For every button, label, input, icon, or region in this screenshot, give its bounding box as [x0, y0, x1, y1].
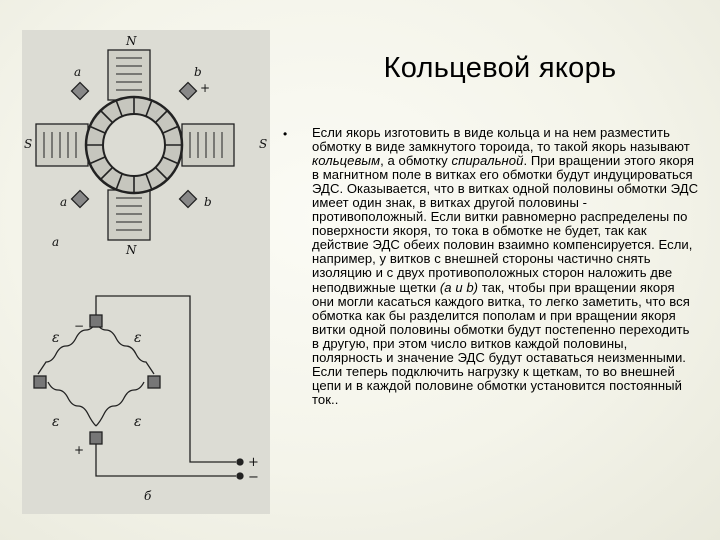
- caption-a: a: [52, 235, 60, 249]
- coil-upper-left: [38, 322, 96, 374]
- label-emf-3: ε: [52, 414, 60, 430]
- paragraph-part-4: так, чтобы при вращении якоря они могли касаться каждого витка, то легко заметить, что вся обмотка как бы разделится пополам и при вращении якоря витки одной половины обмотки будут постепенно переходить в другую, при этом число витков каждой половины, полярность и значение ЭДС будут оставаться неизменными. Если теперь подключить нагрузку к щеткам, то во внешней цепи и в каждой половине обмотки установится постоянный ток..: [312, 279, 690, 407]
- label-terminal-minus: −: [248, 470, 259, 485]
- brush-b-lower: [180, 191, 197, 208]
- label-brush-b-lower: b: [204, 195, 212, 209]
- ring-armature-figure: [22, 30, 270, 514]
- label-brush-b: b: [194, 65, 202, 79]
- wire-bottom: [96, 444, 236, 476]
- label-emf-2: ε: [134, 330, 142, 346]
- bridge-node-bottom: [90, 432, 102, 444]
- body-paragraph: [312, 126, 700, 407]
- bridge-node-left: [34, 376, 46, 388]
- brush-a: [72, 83, 89, 100]
- ring-armature-diagram: [22, 30, 270, 514]
- paragraph-part-3: . При вращении этого якоря в магнитном поле в витках его обмотки будут индуцироваться ЭДС. Оказывается, что в витках одной половины обмотки ЭДС имеет один знак, в витках другой половины - противоположный. Если витки равномерно распределены по поверхности якоря, то тока в обмотке не будет, так как действие ЭДС обеих половин взаимно компенсируется. Если, например, у витков с внешней стороны частично снять изоляцию и с двух противоположных сторон наложить две неподвижные щетки: [312, 153, 699, 295]
- label-pole-right: S: [259, 137, 268, 151]
- bullet-marker: •: [283, 127, 288, 141]
- label-emf-1: ε: [52, 330, 60, 346]
- label-terminal-plus: +: [248, 455, 259, 470]
- term-brushes: (а и b): [439, 279, 479, 295]
- term-spiral-winding: спиральной: [451, 153, 524, 169]
- paragraph-part-2: , а обмотку: [380, 153, 452, 169]
- slide-title: Кольцевой якорь: [383, 52, 617, 84]
- label-plus-mark: +: [200, 81, 211, 95]
- label-brush-a: a: [74, 65, 82, 79]
- diagram-b: [34, 296, 243, 479]
- term-ring-armature: кольцевым: [312, 153, 381, 169]
- bridge-node-right: [148, 376, 160, 388]
- armature-ring-inner: [103, 114, 165, 176]
- diagram-a: [36, 50, 234, 240]
- paragraph-part-1: Если якорь изготовить в виде кольца и на нем разместить обмотку в виде замкнутого тороида, то такой якорь называют: [312, 125, 690, 155]
- coil-upper-right: [96, 322, 154, 374]
- label-plus-1: +: [74, 443, 85, 457]
- brush-b: [180, 83, 197, 100]
- label-minus-1: −: [74, 319, 85, 333]
- wire-top: [96, 296, 236, 462]
- label-pole-left: S: [24, 137, 33, 151]
- caption-b: б: [144, 489, 152, 503]
- terminal-minus: [237, 473, 243, 479]
- bridge-node-top: [90, 315, 102, 327]
- label-pole-top: N: [126, 34, 137, 48]
- brush-a-lower: [72, 191, 89, 208]
- label-brush-a-lower: a: [60, 195, 68, 209]
- terminal-plus: [237, 459, 243, 465]
- label-pole-bottom: N: [126, 243, 137, 257]
- label-emf-4: ε: [134, 414, 142, 430]
